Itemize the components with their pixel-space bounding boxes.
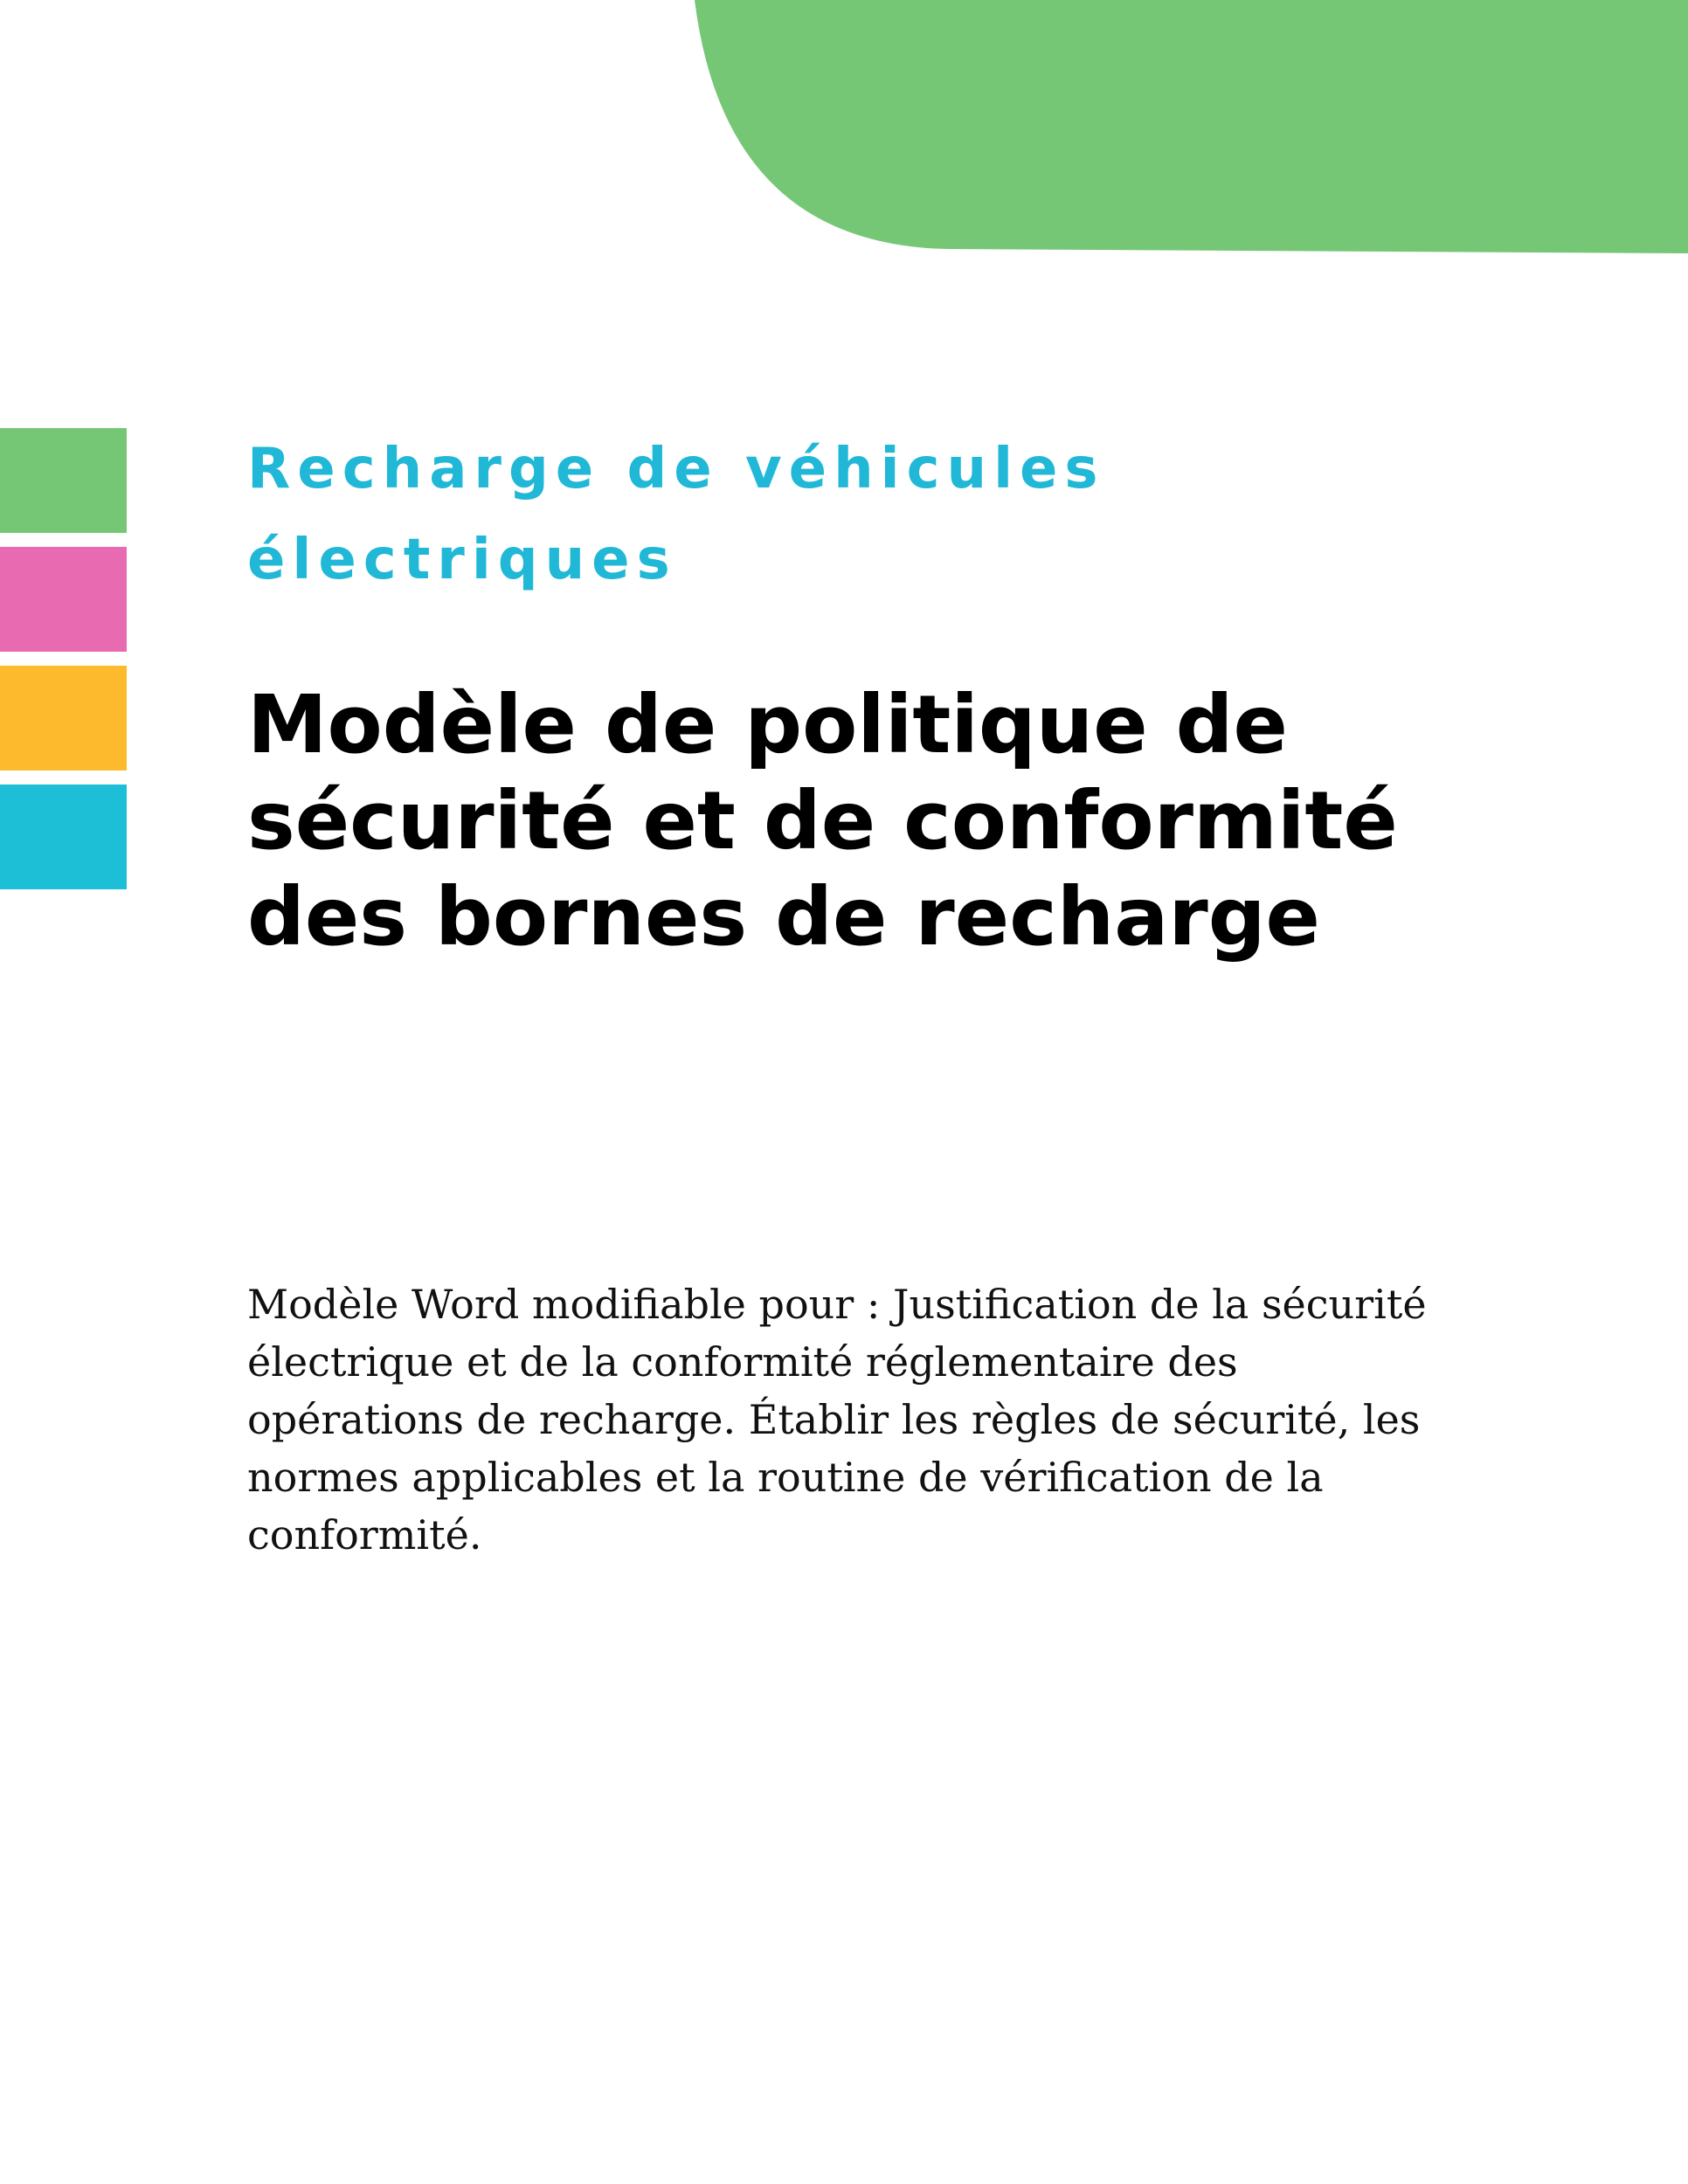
title-line-3: des bornes de recharge: [247, 870, 1320, 964]
title-line-2: sécurité et de conformité: [247, 774, 1398, 867]
yellow-bar: [0, 666, 127, 771]
title-line-1: Modèle de politique de: [247, 678, 1288, 771]
green-blob: [695, 0, 1688, 253]
category-heading: [247, 424, 1470, 605]
description-line-1: Modèle Word modifiable pour : Justification de la sécurité: [247, 1281, 1427, 1328]
cyan-bar: [0, 784, 127, 889]
pink-bar: [0, 547, 127, 652]
description-line-3: opérations de recharge. Établir les règles de sécurité, les: [247, 1396, 1421, 1443]
description-paragraph: [247, 1275, 1523, 1564]
top-decorative-shape: [0, 0, 1688, 262]
description-line-5: conformité.: [247, 1511, 482, 1559]
description-line-2: électrique et de la conformité réglementaire des: [247, 1338, 1238, 1386]
category-line-2: électriques: [247, 528, 677, 592]
document-title: [247, 677, 1558, 965]
category-line-1: Recharge de véhicules: [247, 437, 1105, 501]
green-bar: [0, 428, 127, 533]
description-line-4: normes applicables et la routine de vérification de la: [247, 1454, 1324, 1501]
